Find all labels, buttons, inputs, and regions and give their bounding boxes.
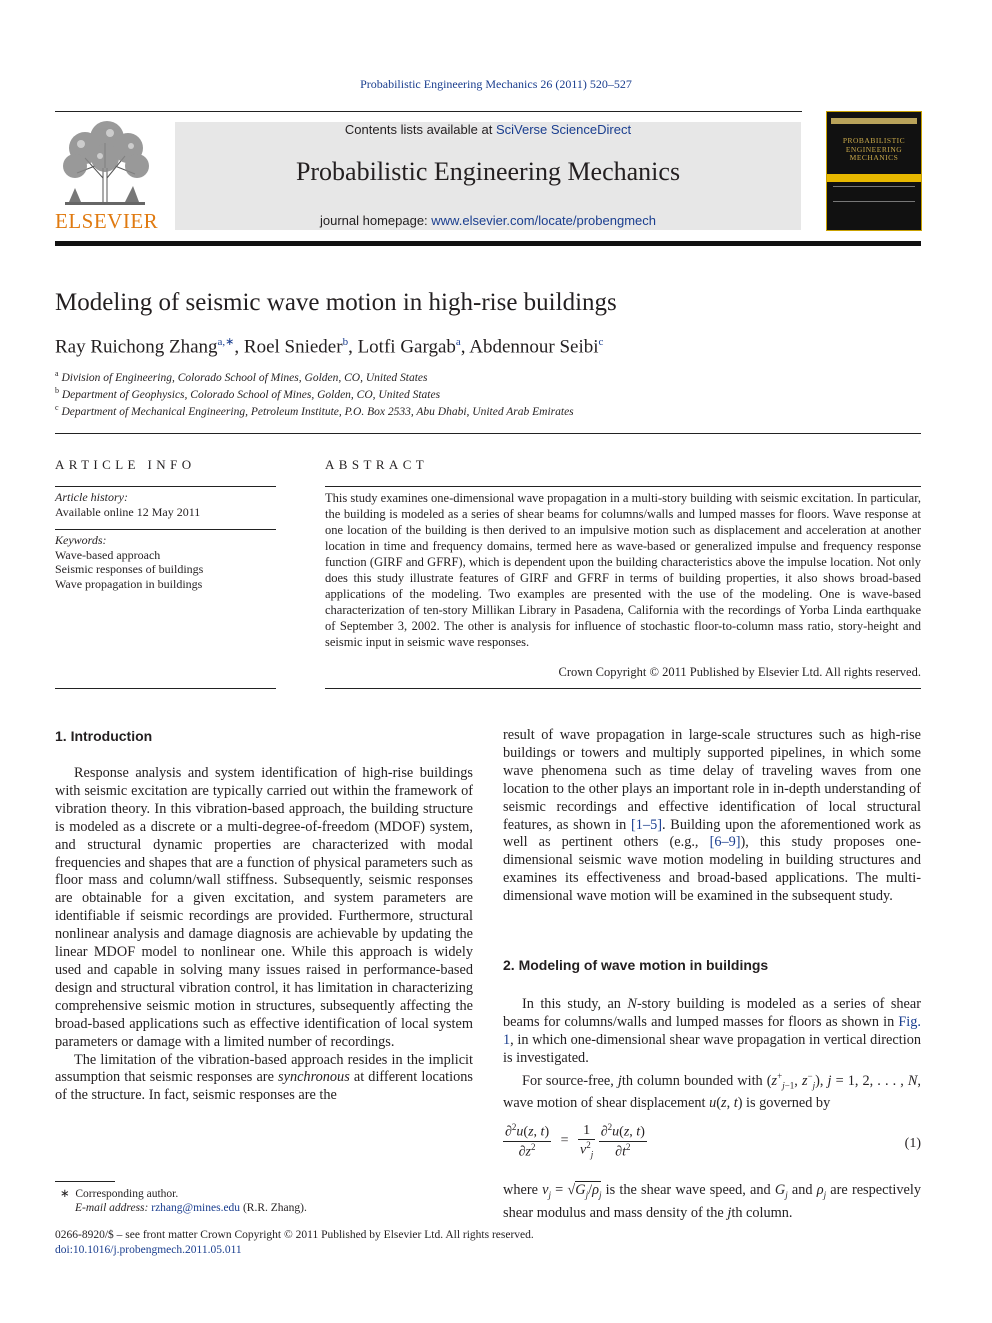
text-run: ), bbox=[815, 1072, 828, 1089]
math-var: j bbox=[617, 1072, 622, 1089]
text-run: at different locations of the structure. In fact, seismic responses are the bbox=[55, 1069, 473, 1104]
affil-text: Department of Mechanical Engineering, Petroleum Institute, P.O. Box 2533, Abu Dhabi, United Arab Emirates bbox=[61, 405, 574, 418]
history-value: Available online 12 May 2011 bbox=[55, 504, 201, 519]
author-affil-mark[interactable]: a bbox=[455, 336, 461, 348]
math-var: j bbox=[727, 1204, 732, 1221]
figure-link[interactable]: Fig. 1 bbox=[503, 1013, 921, 1048]
homepage-line bbox=[175, 213, 801, 228]
text-run: th column. bbox=[731, 1204, 793, 1221]
equation-lhs: $\frac{\partial^2u(z, t)}{\partial z^2}$ bbox=[505, 1122, 550, 1160]
keyword-item: Wave-based approach bbox=[55, 547, 161, 562]
cover-lines bbox=[833, 186, 915, 202]
keywords-label: Keywords: bbox=[55, 533, 107, 547]
section-2-text bbox=[503, 996, 921, 1113]
section-2-text-cont bbox=[503, 1182, 921, 1223]
affil-text: Division of Engineering, Colorado School of Mines, Golden, CO, United States bbox=[61, 371, 428, 384]
contents-prefix: Contents lists available at bbox=[344, 122, 496, 137]
paragraph: For source-free, jth column bounded with ($z^+_{j-1}$, $z^-_j$), j = 1, 2, . . . , N, wave motion of shear displacement u(z, t) is governed by bbox=[503, 1070, 921, 1112]
text-run: For source-free, bbox=[522, 1072, 618, 1089]
article-history bbox=[55, 490, 276, 519]
text-run: th column bounded with ( bbox=[621, 1072, 772, 1089]
affiliation-rule bbox=[55, 433, 921, 434]
text-run: is the shear wave speed, and bbox=[601, 1182, 775, 1198]
paragraph bbox=[503, 727, 921, 906]
section-1-heading: 1. Introduction bbox=[55, 728, 153, 744]
author-name: Abdennour Seibi bbox=[469, 336, 599, 358]
math-var: $\rho_j$ bbox=[816, 1182, 827, 1200]
info-rule bbox=[55, 688, 276, 689]
math-expr: u bbox=[709, 1095, 717, 1112]
info-rule bbox=[55, 486, 276, 487]
affil-text: Department of Geophysics, Colorado School of Mines, Golden, CO, United States bbox=[61, 388, 441, 401]
keywords-block bbox=[55, 533, 276, 591]
abstract-heading: ABSTRACT bbox=[325, 457, 429, 472]
footnote-text: Corresponding author. bbox=[75, 1188, 179, 1200]
affiliation-a bbox=[55, 369, 428, 384]
email-label: E-mail address: bbox=[75, 1202, 152, 1214]
text-run: In this study, an bbox=[522, 996, 628, 1012]
text-run: and bbox=[787, 1182, 817, 1198]
footnote-email bbox=[75, 1202, 307, 1214]
info-rule bbox=[55, 529, 276, 530]
affiliation-b bbox=[55, 386, 440, 401]
elsevier-wordmark: ELSEVIER bbox=[55, 209, 159, 233]
equals-sign: = bbox=[560, 1133, 569, 1149]
emphasis: synchronous bbox=[278, 1069, 350, 1086]
math-var: N bbox=[627, 996, 637, 1012]
text-run: where bbox=[503, 1182, 543, 1198]
email-owner: (R.R. Zhang). bbox=[240, 1202, 307, 1214]
equation-rhs: $\frac{\partial^2u(z, t)}{\partial t^2}$ bbox=[600, 1122, 645, 1160]
text-run: . Building upon the aforementioned work as well as pertinent others (e.g., bbox=[503, 816, 921, 851]
footnote-rule bbox=[55, 1181, 115, 1182]
text-run: The limitation of the vibration-based approach resides in the implicit assumption that seismic responses are bbox=[55, 1051, 473, 1086]
math-expr: $v_j$ bbox=[542, 1182, 551, 1200]
paragraph bbox=[55, 1052, 473, 1106]
text-run: = 1, 2, . . . , bbox=[831, 1072, 908, 1089]
homepage-link[interactable]: www.elsevier.com/locate/probengmech bbox=[431, 213, 657, 228]
sciencedirect-link[interactable]: SciVerse ScienceDirect bbox=[495, 122, 632, 137]
text-run: result of wave propagation in large-scale structures such as high-rise buildings or towers and multiply supported pipelines, in which some wave phenomena such as time delay of traveling waves from one location to the other plays an important role in in-depth understanding of seismic recordings and effective identification of local structural features, as shown in bbox=[503, 727, 921, 833]
header-thick-rule bbox=[55, 241, 921, 246]
section-1-left-text bbox=[55, 765, 473, 1105]
email-link[interactable]: rzhang@mines.edu bbox=[151, 1202, 241, 1214]
author-affil-mark[interactable]: a,∗ bbox=[217, 336, 235, 348]
equation-1 bbox=[503, 1122, 921, 1168]
section-1-right-text bbox=[503, 727, 921, 906]
author-affil-mark[interactable]: b bbox=[342, 336, 349, 348]
section-2-heading: 2. Modeling of wave motion in buildings bbox=[503, 957, 769, 973]
author-name: Roel Snieder bbox=[243, 336, 343, 358]
journal-citation-link[interactable]: Probabilistic Engineering Mechanics 26 (2011) 520–527 bbox=[360, 77, 632, 91]
cover-band bbox=[831, 118, 917, 124]
abstract-text: This study examines one-dimensional wave propagation in a multi-story building with seismic excitation. In particular, the building is modeled as a series of shear beams for columns/walls and lumped masses for floors. Wave response at one location of the building is then derived to an impulsive motion such as displacement and acceleration at another location in time and frequency domains, termed here as wave-based or generalized impulse and frequency response function (GIRF and GFRF), which is dependent upon the building characteristics above the impulse location. Not only does this study illustrate features of GIRF and GFRF in terms of building properties, it also shows broad-based applications of the modeling. Two examples are presented with the use of the modeling. One is wave-based characterization of ten-story Millikan Library in Pasadena, California with the recordings of Yorba Linda earthquake of September 3, 2002. The other is analysis for influence of stochastic floor-to-column mass ratio, story-height and seismic input in seismic wave responses. bbox=[325, 491, 921, 649]
affil-mark: c bbox=[55, 403, 59, 412]
journal-title: Probabilistic Engineering Mechanics bbox=[295, 157, 681, 186]
footnote-corresponding bbox=[60, 1186, 178, 1200]
math-var: N bbox=[907, 1072, 918, 1089]
text-run: -story building is modeled as a series of shear beams for columns/walls and lumped masses for floors as shown in bbox=[503, 996, 921, 1030]
text-run: are respectively shear modulus and mass density of the bbox=[503, 1182, 922, 1221]
text-run: , in which one-dimensional shear wave propagation in vertical direction is investigated. bbox=[503, 1031, 921, 1066]
affiliation-c bbox=[55, 403, 574, 418]
paragraph: where $v_j = √G_j/\rho_j$ is the shear wave speed, and $G_j$ and $\rho_j$ are respectively shear modulus and mass density of the jth column. bbox=[503, 1182, 922, 1221]
abstract-rule bbox=[325, 688, 921, 689]
text-run: ), this study proposes one-dimensional seismic wave motion modeling in building structures and examines its effectiveness and broad-based applications. The multi-dimensional wave motion will be examined in the subsequent study. bbox=[503, 834, 921, 905]
keyword-item: Seismic responses of buildings bbox=[55, 562, 204, 576]
citation-link[interactable]: [1–5] bbox=[631, 816, 663, 833]
equation-number: (1) bbox=[904, 1136, 921, 1151]
article-info-heading: ARTICLE INFO bbox=[55, 457, 196, 472]
affil-mark: b bbox=[55, 386, 59, 395]
journal-cover-thumbnail[interactable] bbox=[826, 111, 922, 231]
text-run: , wave motion of shear displacement bbox=[503, 1072, 921, 1112]
paragraph: Response analysis and system identification of high-rise buildings with seismic excitation are typically carried out within the framework of vibration theory. In this vibration-based approach, the building structure is modeled as a discrete or a multi-degree-of-freedom (MDOF) system, and structural dynamic properties are characterized with modal frequencies and shapes that are a function of physical parameters such as floor mass and column/wall stiffness. Subsequently, seismic responses are obtainable for a given excitation, and system parameters are identifiable if seismic recordings are provided. Furthermore, structural nonlinear analysis and damage diagnosis are achievable by updating the linear MDOF model to nonlinear one. While this approach is widely used and capable in solving many issues raised in performance-based design and structural vibration control, it has limitation in characterizing comprehensive seismic motion in structures, subsequently affecting the broad-based applications such as effective identification of local system parameters or damage with a limited number of recordings. bbox=[55, 765, 473, 1050]
article-title: Modeling of seismic wave motion in high-rise buildings bbox=[55, 289, 617, 316]
author-name: Lotfi Gargab bbox=[357, 336, 456, 358]
equation-coef: $\frac{1}{v^2_j}$ bbox=[580, 1122, 594, 1160]
issn-line: 0266-8920/$ – see front matter Crown Copyright © 2011 Published by Elsevier Ltd. All rights reserved. bbox=[55, 1229, 534, 1241]
affil-mark: a bbox=[55, 369, 59, 378]
doi-link[interactable]: doi:10.1016/j.probengmech.2011.05.011 bbox=[55, 1244, 242, 1256]
author-name: Ray Ruichong Zhang bbox=[55, 336, 218, 358]
paragraph bbox=[503, 996, 921, 1068]
cover-title: PROBABILISTIC ENGINEERING MECHANICS bbox=[842, 136, 906, 162]
keyword-item: Wave propagation in buildings bbox=[55, 576, 203, 591]
footnote-star: ∗ bbox=[60, 1188, 70, 1200]
author-list: Ray Ruichong Zhang$^{a,∗}$, Roel Snieder$^b$, Lotfi Gargab$^a$, Abdennour Seibi$^c$ bbox=[55, 336, 604, 358]
homepage-prefix: journal homepage: bbox=[319, 213, 432, 228]
abstract-copyright: Crown Copyright © 2011 Published by Elsevier Ltd. All rights reserved. bbox=[558, 665, 921, 679]
abstract-rule bbox=[325, 486, 921, 487]
header-rule bbox=[55, 111, 802, 112]
contents-line bbox=[175, 122, 801, 137]
math-var: j bbox=[827, 1072, 832, 1089]
text-run: is governed by bbox=[742, 1095, 831, 1112]
citation-link[interactable]: [6–9] bbox=[709, 834, 741, 851]
history-label: Article history: bbox=[55, 490, 128, 504]
cover-stripe bbox=[827, 174, 921, 182]
author-affil-mark[interactable]: c bbox=[598, 336, 604, 348]
math-var: $G_j$ bbox=[774, 1182, 788, 1200]
math-expr: z bbox=[771, 1072, 778, 1089]
